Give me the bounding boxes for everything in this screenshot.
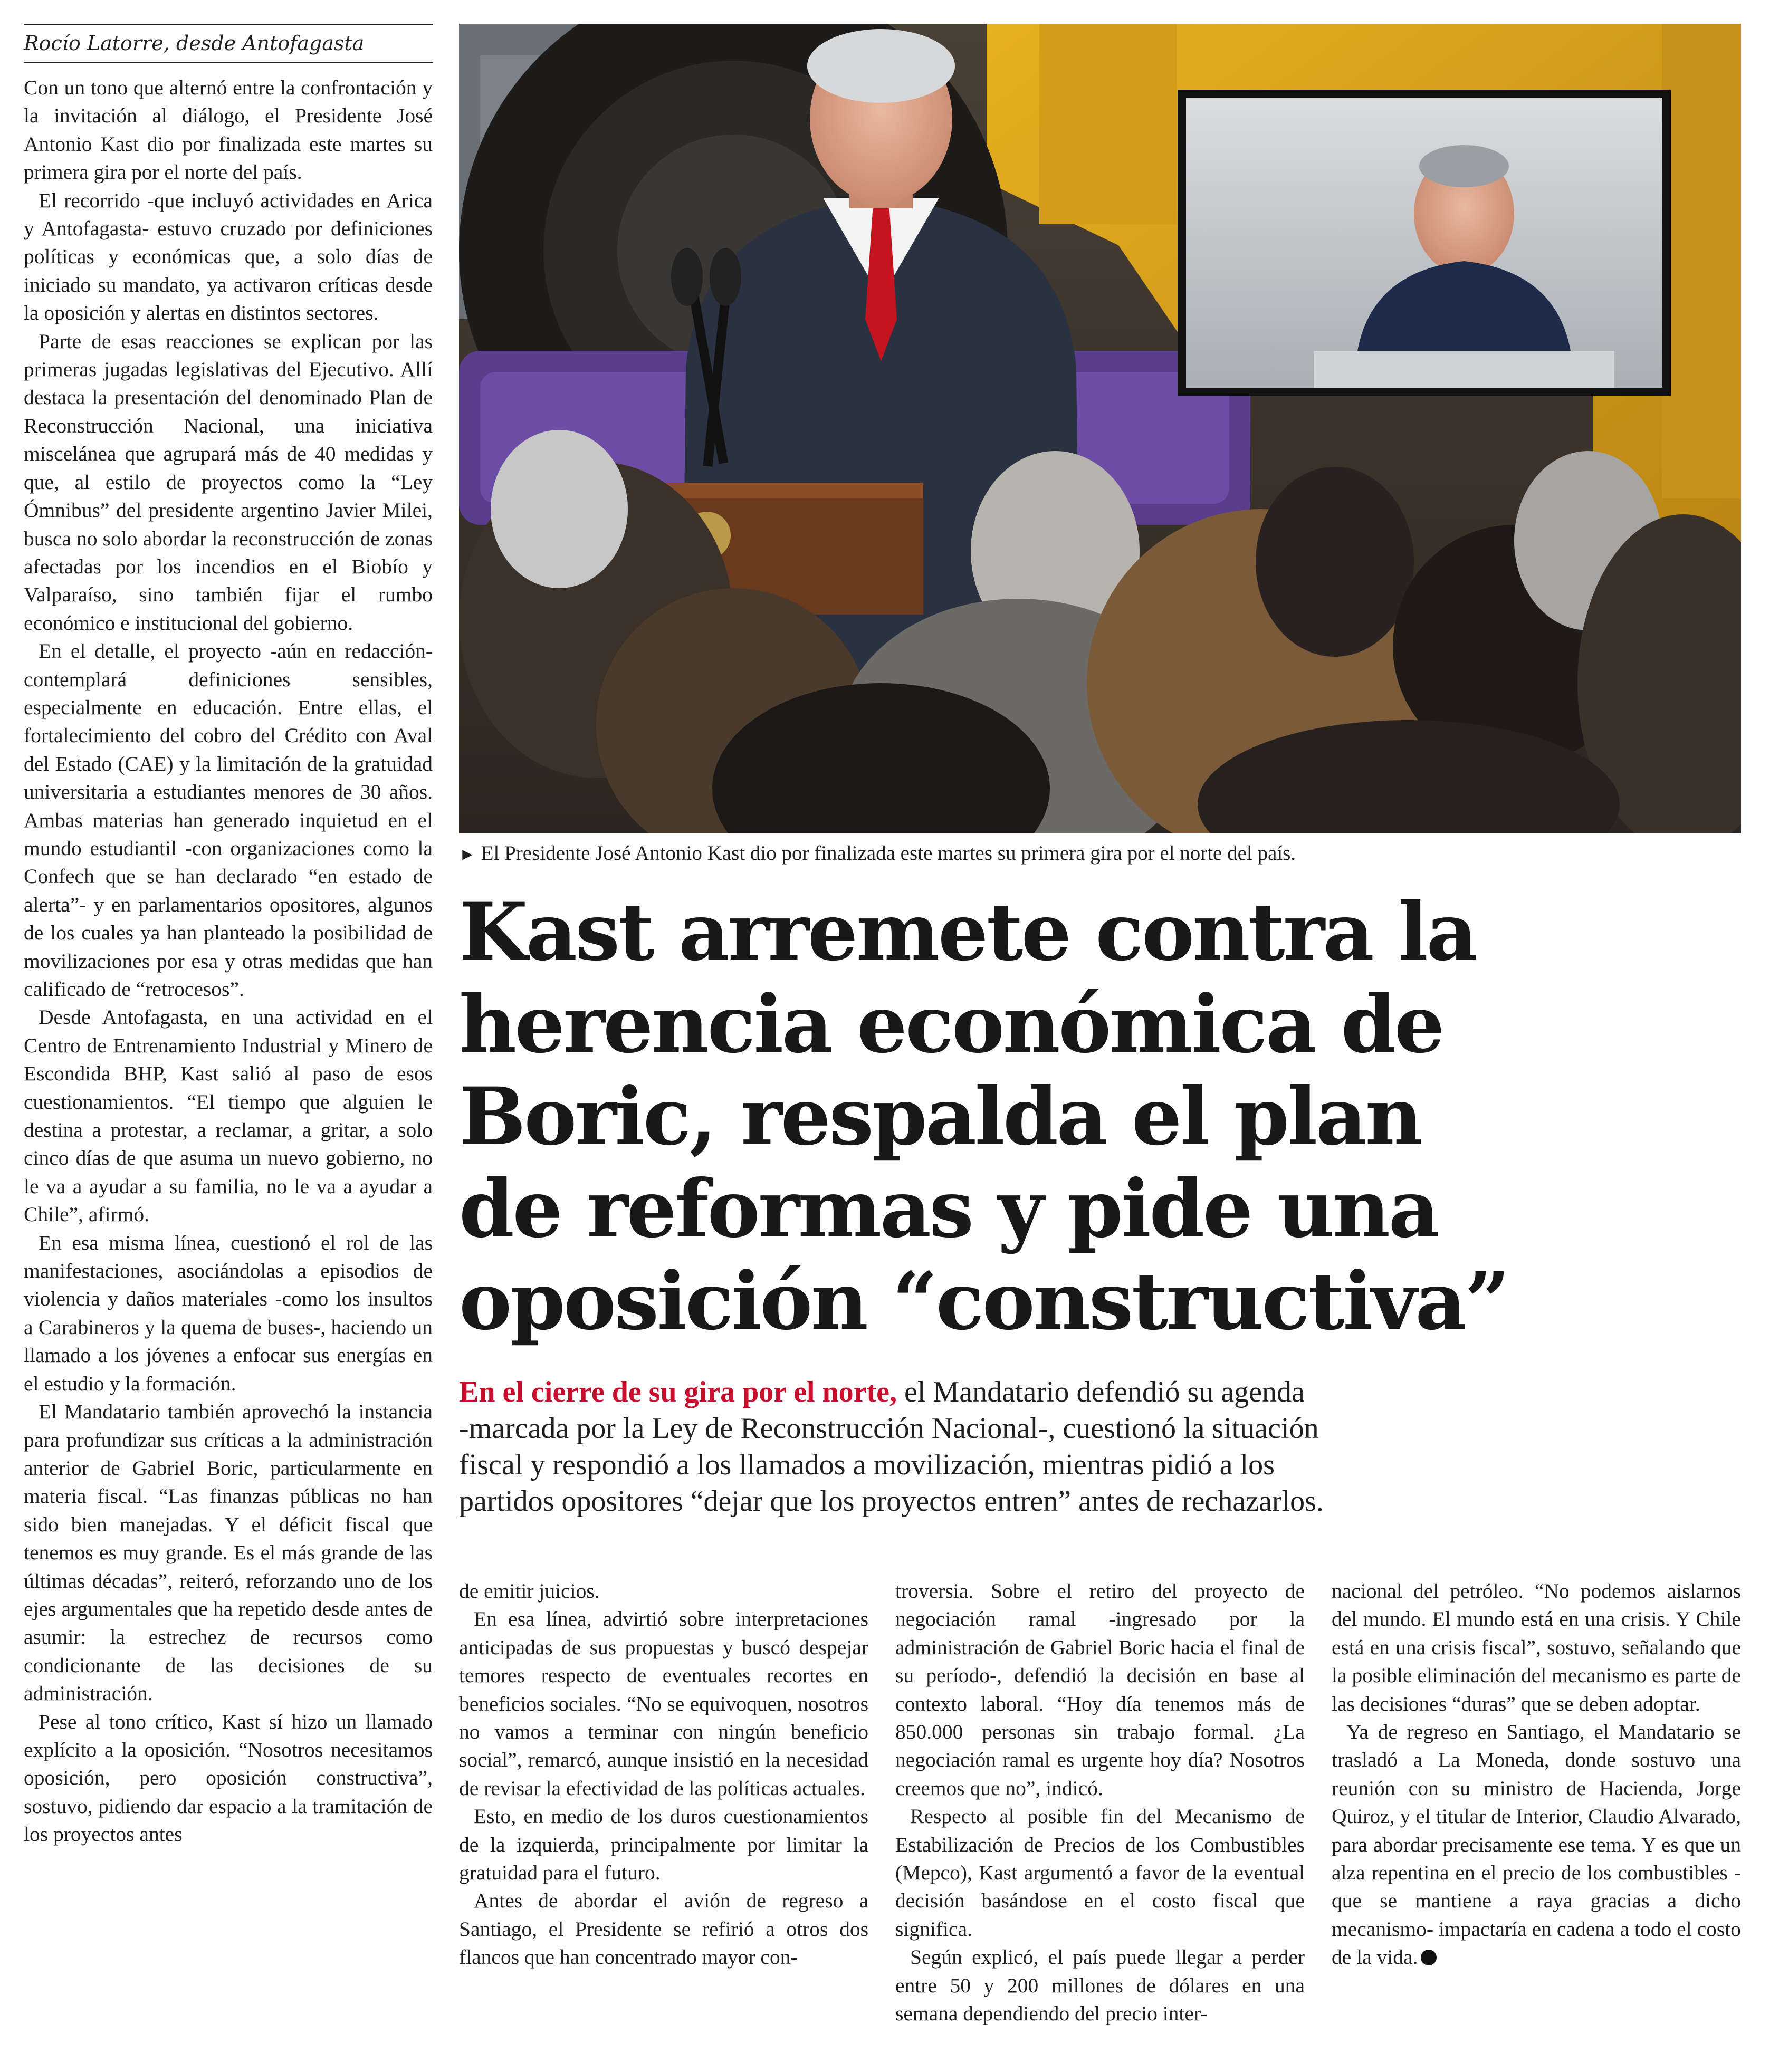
body-column-2 — [459, 1577, 868, 1972]
paragraph — [1332, 1718, 1741, 1972]
deck-line — [459, 1374, 1741, 1411]
deck-line: partidos opositores “dejar que los proyectos entren” antes de rechazarlos. — [459, 1485, 1324, 1518]
caption-arrow-icon: ► — [459, 845, 476, 864]
paragraph: En esa línea, advirtió sobre interpretaciones anticipadas de sus propuestas y buscó despejar temores respecto de eventuales recortes en beneficios sociales. “No se equivoquen, nosotros no vamos a terminar con ningún beneficio social”, remarcó, aunque insistió en la necesidad de revisar la efectividad de las políticas actuales. — [459, 1607, 868, 1800]
byline-bottom-rule — [24, 62, 433, 63]
paragraph: En esa misma línea, cuestionó el rol de las manifestaciones, asociándolas a episodios de violencia y daños materiales -como los insultos a Carabineros y la quema de buses-, haciendo un llamado a los jóvenes a enfocar sus energías en el estudio y la formación. — [24, 1231, 433, 1395]
photo-illustration — [459, 24, 1741, 833]
paragraph: Respecto al posible fin del Mecanismo de Estabilización de Precios de los Combustibles (Mepco), Kast argumentó a favor de la eventual decisión basándose en el costo fiscal que significa. — [895, 1805, 1305, 1941]
deck-line: -marcada por la Ley de Reconstrucción Nacional-, cuestionó la situación — [459, 1412, 1319, 1445]
news-photo — [459, 24, 1741, 833]
headline-line: oposición “constructiva” — [459, 1255, 1508, 1348]
paragraph: Según explicó, el país puede llegar a perder entre 50 y 200 millones de dólares en una semana dependiendo del precio inter- — [895, 1945, 1305, 2026]
headline — [459, 886, 1741, 1348]
deck-summary — [459, 1374, 1741, 1520]
headline-line: Kast arremete contra la — [459, 886, 1476, 979]
deck-lead: En el cierre de su gira por el norte, — [459, 1376, 897, 1408]
paragraph: Desde Antofagasta, en una actividad en el Centro de Entrenamiento Industrial y Minero de Escondida BHP, Kast salió al paso de esos cuestionamientos. “El tiempo que alguien le destina a protestar, a reclamar, a gritar, a solo cinco días de que asuma un nuevo gobierno, no le va a ayudar a su familia, no le va a ayudar a Chile”, afirmó. — [24, 1005, 433, 1226]
byline: Rocío Latorre, desde Antofagasta — [24, 32, 365, 55]
end-mark-icon — [1421, 1950, 1437, 1965]
headline-line: Boric, respalda el plan — [459, 1070, 1421, 1163]
deck-text: el Mandatario defendió su agenda — [897, 1376, 1305, 1408]
paragraph: En el detalle, el proyecto -aún en redacción- contemplará definiciones sensibles, especialmente en educación. Entre ellas, el fortalecimiento del cobro del Crédito con Aval del Estado (CAE) y la limitación de la gratuidad universitaria a estudiantes menores de 30 años. Ambas materias han generado inquietud en el mundo estudiantil -con organizaciones como la Confech que se han declarado “en estado de alerta”- y en parlamentarios opositores, algunos de los cuales ya han planteado la posibilidad de movilizaciones por esa y otras medidas que han calificado de “retrocesos”. — [24, 639, 433, 1001]
caption-text: El Presidente José Antonio Kast dio por finalizada este martes su primera gira por el norte del país. — [481, 842, 1296, 865]
paragraph: nacional del petróleo. “No podemos aislarnos del mundo. El mundo está en una crisis. Y Chile está en una crisis fiscal”, sostuvo, señalando que la posible eliminación del mecanismo es parte de las decisiones “duras” que se deben adoptar. — [1332, 1579, 1741, 1715]
byline-top-rule — [24, 24, 433, 25]
paragraph: Con un tono que alternó entre la confrontación y la invitación al diálogo, el Presidente José Antonio Kast dio por finalizada este martes su primera gira por el norte del país. — [24, 76, 433, 184]
body-column-3 — [895, 1577, 1305, 2028]
paragraph: de emitir juicios. — [459, 1579, 600, 1603]
headline-line: herencia económica de — [459, 978, 1443, 1071]
paragraph: Parte de esas reacciones se explican por las primeras jugadas legislativas del Ejecutivo. Allí destaca la presentación del denominado Plan de Reconstrucción Nacional, una iniciativa miscelánea que agrupará más de 40 medidas y que, al estilo de proyectos como la “Ley Ómnibus” del presidente argentino Javier Milei, busca no solo abordar la reconstrucción de zonas afectadas por los incendios en el Biobío y Valparaíso, sino también fijar el rumbo económico e institucional del gobierno. — [24, 329, 433, 635]
paragraph: Esto, en medio de los duros cuestionamientos de la izquierda, principalmente por limitar la gratuidad para el futuro. — [459, 1805, 868, 1885]
body-column-4 — [1332, 1577, 1741, 1972]
paragraph-text: Ya de regreso en Santiago, el Mandatario se trasladó a La Moneda, donde sostuvo una reunión con su ministro de Hacienda, Jorge Quiroz, y el titular de Interior, Claudio Alvarado, para abordar precisamente ese tema. Y es que un alza repentina en el precio de los combustibles -que se mantiene a raya gracias a dicho mecanismo- impactaría en cadena a todo el costo de la vida. — [1332, 1720, 1741, 1969]
paragraph: El recorrido -que incluyó actividades en Arica y Antofagasta- estuvo cruzado por definiciones políticas y económicas que, a solo días de iniciado su mandato, ya activaron críticas desde la oposición y alertas en distintos sectores. — [24, 188, 433, 325]
deck-line: fiscal y respondió a los llamados a movilización, mientras pidió a los — [459, 1449, 1275, 1481]
paragraph: troversia. Sobre el retiro del proyecto de negociación ramal -ingresado por la administración de Gabriel Boric hacia el final de su período-, defendió la decisión en base al contexto laboral. “Hoy día tenemos más de 850.000 personas sin trabajo formal. ¿La negociación ramal es urgente hoy día? Nosotros creemos que no”, indicó. — [895, 1579, 1305, 1800]
paragraph: El Mandatario también aprovechó la instancia para profundizar sus críticas a la administración anterior de Gabriel Boric, particularmente en materia fiscal. “Las finanzas públicas no han sido bien manejadas. Y el déficit fiscal que tenemos es muy grande. Es el más grande de las últimas décadas”, reiteró, reforzando uno de los ejes argumentales que ha repetido desde antes de asumir: la estrechez de recursos como condicionante de las decisiones de su administración. — [24, 1400, 433, 1705]
headline-line: de reformas y pide una — [459, 1163, 1438, 1255]
photo-caption — [459, 840, 1741, 868]
paragraph: Antes de abordar el avión de regreso a Santiago, el Presidente se refirió a otros dos flancos que han concentrado mayor con- — [459, 1889, 868, 1969]
body-column-left — [24, 74, 433, 2047]
paragraph: Pese al tono crítico, Kast sí hizo un llamado explícito a la oposición. “Nosotros necesitamos oposición, pero oposición constructiva”, sostuvo, pidiendo dar espacio a la tramitación de los proyectos antes — [24, 1710, 433, 1846]
